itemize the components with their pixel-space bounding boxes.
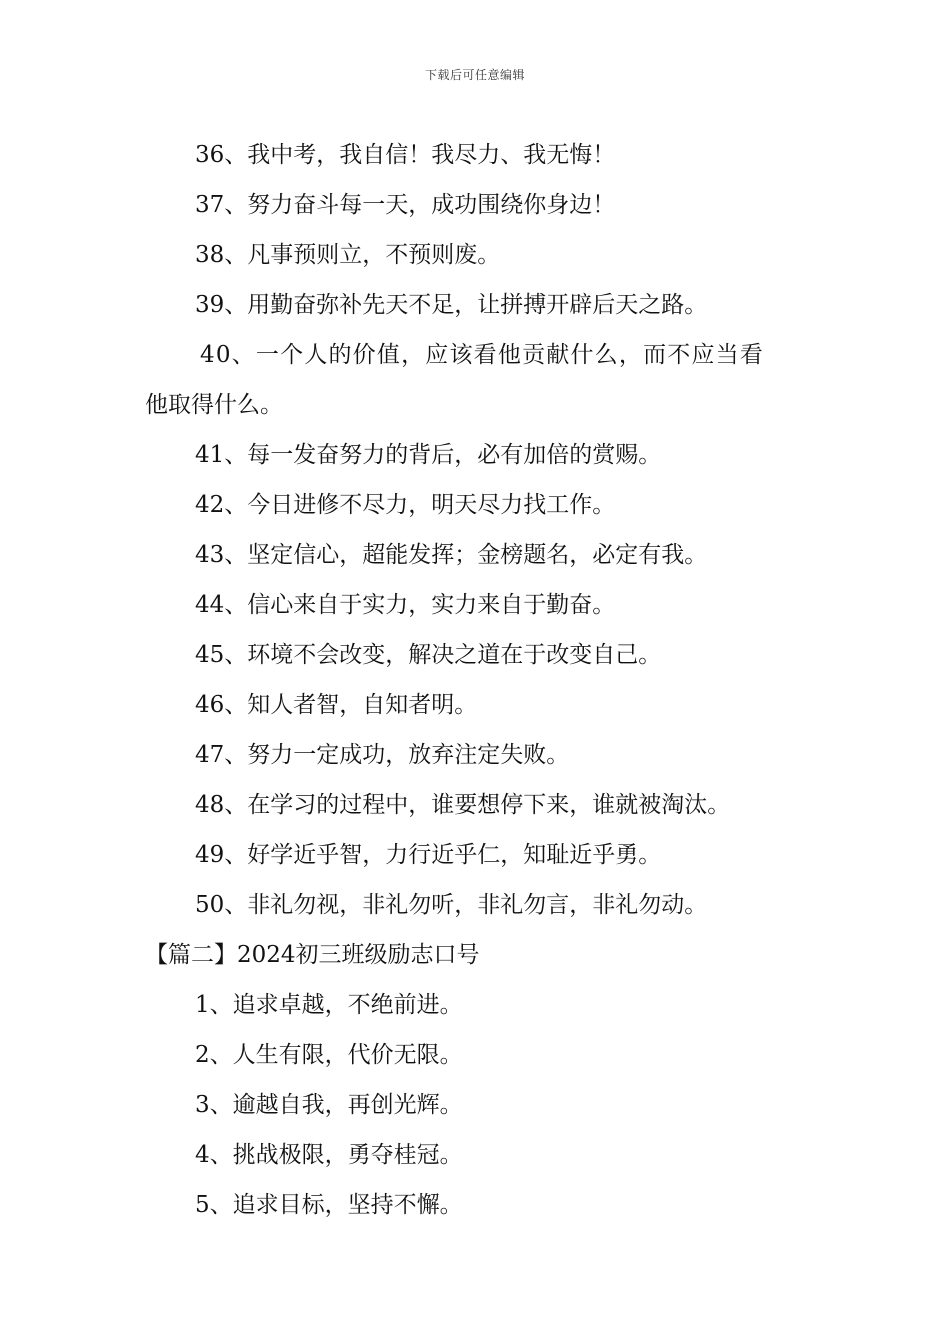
slogan-line: 3、逾越自我，再创光辉。 xyxy=(195,1092,463,1118)
slogan-line: 48、在学习的过程中，谁要想停下来，谁就被淘汰。 xyxy=(195,792,731,818)
slogan-line: 4、挑战极限，勇夺桂冠。 xyxy=(195,1142,463,1168)
slogan-line: 1、追求卓越，不绝前进。 xyxy=(195,992,463,1018)
section-heading: 【篇二】2024初三班级励志口号 xyxy=(145,942,480,968)
slogan-line: 2、人生有限，代价无限。 xyxy=(195,1042,463,1068)
document-body xyxy=(145,130,815,1230)
page-header-note: 下载后可任意编辑 xyxy=(424,68,525,82)
slogan-line: 47、努力一定成功，放弃注定失败。 xyxy=(195,742,570,768)
slogan-line: 45、环境不会改变，解决之道在于改变自己。 xyxy=(195,642,662,668)
slogan-line: 36、我中考，我自信！我尽力、我无悔！ xyxy=(195,142,616,168)
slogan-line: 46、知人者智，自知者明。 xyxy=(195,692,478,718)
slogan-line: 41、每一发奋努力的背后，必有加倍的赏赐。 xyxy=(195,442,662,468)
slogan-line: 38、凡事预则立，不预则废。 xyxy=(195,242,501,268)
slogan-line-continuation: 他取得什么。 xyxy=(145,392,283,418)
slogan-line: 39、用勤奋弥补先天不足，让拼搏开辟后天之路。 xyxy=(195,292,708,318)
slogan-line: 50、非礼勿视，非礼勿听，非礼勿言，非礼勿动。 xyxy=(195,892,708,918)
slogan-line: 43、坚定信心，超能发挥；金榜题名，必定有我。 xyxy=(195,542,708,568)
slogan-line: 42、今日进修不尽力，明天尽力找工作。 xyxy=(195,492,616,518)
slogan-line: 40、一个人的价值，应该看他贡献什么，而不应当看 xyxy=(200,342,765,368)
slogan-line: 49、好学近乎智，力行近乎仁，知耻近乎勇。 xyxy=(195,842,662,868)
slogan-line: 5、追求目标，坚持不懈。 xyxy=(195,1192,463,1218)
slogan-line: 44、信心来自于实力，实力来自于勤奋。 xyxy=(195,592,616,618)
slogan-line: 37、努力奋斗每一天，成功围绕你身边！ xyxy=(195,192,616,218)
